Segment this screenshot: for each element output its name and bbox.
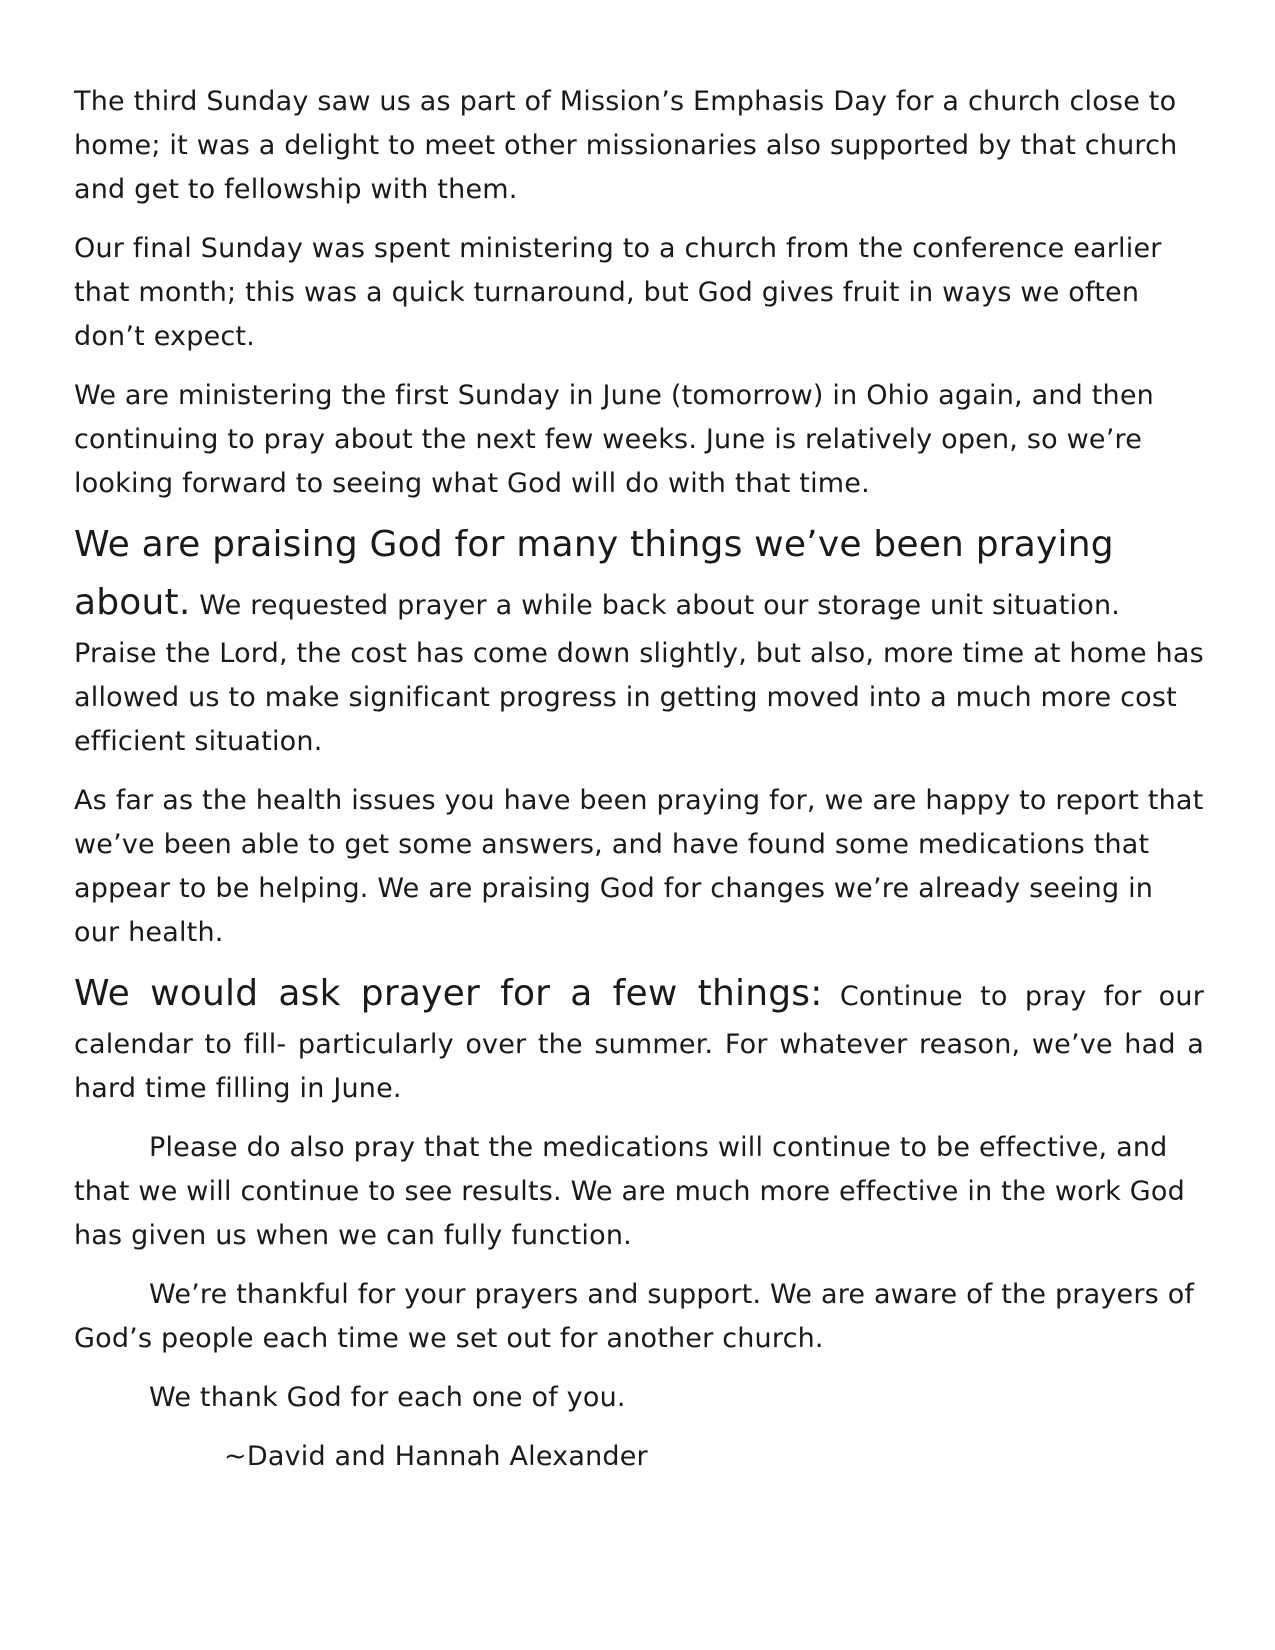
paragraph-thankful: We’re thankful for your prayers and support. We are aware of the prayers of God’s people each time we set out for another church.	[74, 1279, 1195, 1354]
paragraph-health: As far as the health issues you have been praying for, we are happy to report that we’ve been able to get some answers, and have found some medications that appear to be helping. We are praising God for changes we’re already seeing in our health.	[74, 785, 1204, 948]
paragraph-third-sunday: The third Sunday saw us as part of Mission’s Emphasis Day for a church close to home; it was a delight to meet other missionaries also supported by that church and get to fellowship with them.	[74, 86, 1178, 205]
praises-body: We requested prayer a while back about our storage unit situation. Praise the Lord, the cost has come down slightly, but also, more time at home has allowed us to make significant progress in getting moved into a much more cost efficient situation.	[74, 590, 1204, 757]
praises-heading: We are praising God for many things we’ve been praying about.	[74, 524, 1114, 623]
prayer-requests-body: Continue to pray for our calendar to fill- particularly over the summer. For whatever reason, we’ve had a hard time filling in June.	[74, 981, 1204, 1104]
paragraph-praises	[74, 516, 1204, 764]
paragraph-prayer-requests	[74, 965, 1204, 1111]
signature: ~David and Hannah Alexander	[224, 1441, 648, 1472]
prayer-requests-heading: We would ask prayer for a few things:	[74, 973, 823, 1014]
paragraph-final-sunday: Our final Sunday was spent ministering to a church from the conference earlier that month; this was a quick turnaround, but God gives fruit in ways we often don’t expect.	[74, 233, 1162, 352]
paragraph-thank-god: We thank God for each one of you.	[149, 1382, 626, 1413]
paragraph-medications: Please do also pray that the medications will continue to be effective, and that we will continue to see results. We are much more effective in the work God has given us when we can fully function.	[74, 1132, 1185, 1251]
letter-page	[74, 80, 1204, 1494]
paragraph-june-plans: We are ministering the first Sunday in June (tomorrow) in Ohio again, and then continuing to pray about the next few weeks. June is relatively open, so we’re looking forward to seeing what God will do with that time.	[74, 380, 1154, 499]
